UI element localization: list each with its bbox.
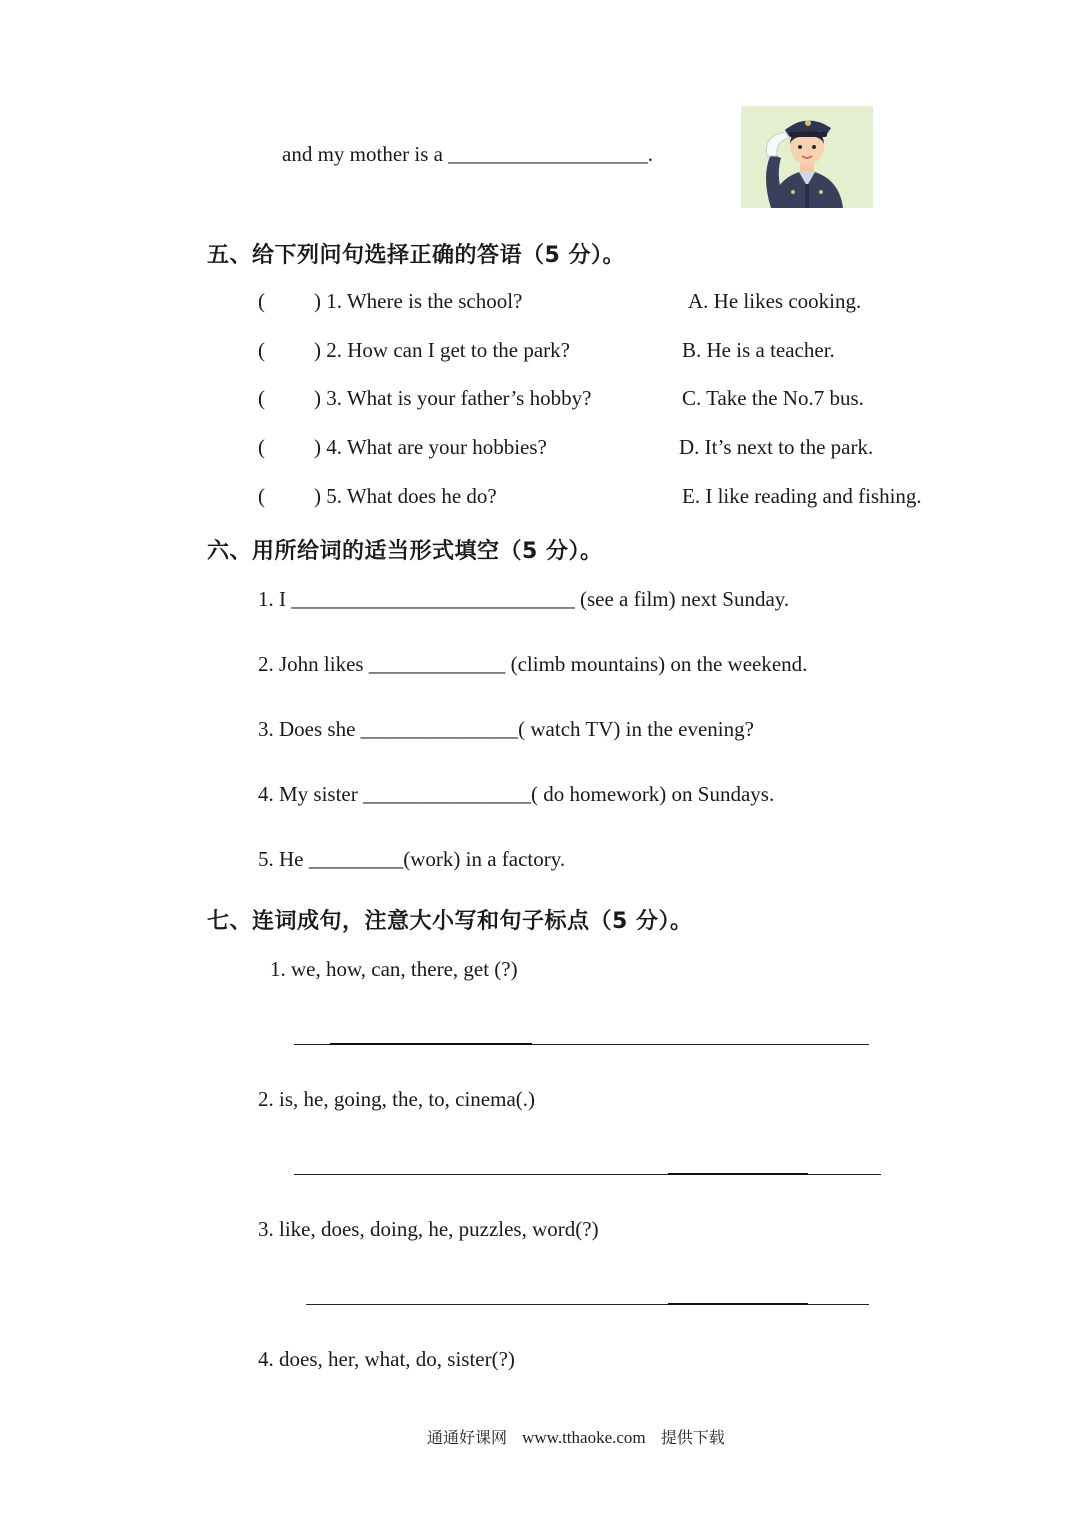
word-order-item-2: 2. is, he, going, the, to, cinema(.) <box>258 1087 536 1111</box>
fill-in-item-5[interactable]: 5. He _________(work) in a factory. <box>258 847 566 871</box>
answer-option-d: D. It’s next to the park. <box>679 435 874 459</box>
question-text: ) 1. Where is the school? <box>314 289 523 313</box>
answer-blank-paren[interactable]: ( <box>258 386 265 410</box>
police-officer-illustration <box>741 106 873 208</box>
answer-option-b: B. He is a teacher. <box>682 338 835 362</box>
question-text: ) 4. What are your hobbies? <box>314 435 547 459</box>
section-6-title: 六、用所给词的适当形式填空（5 分）。 <box>207 539 603 564</box>
fill-in-item-1[interactable]: 1. I ___________________________ (see a film) next Sunday. <box>258 587 790 611</box>
question-row-2 <box>258 338 582 363</box>
question-text: ) 3. What is your father’s hobby? <box>314 386 592 410</box>
answer-line-2-accent <box>668 1173 808 1175</box>
section-7-title: 七、连词成句，注意大小写和句子标点（5 分）。 <box>207 909 693 934</box>
question-text: ) 5. What does he do? <box>314 484 497 508</box>
answer-blank-paren[interactable]: ( <box>258 289 265 313</box>
answer-blank-paren[interactable]: ( <box>258 484 265 508</box>
footer-suffix: 提供下载 <box>660 1428 725 1447</box>
answer-option-a: A. He likes cooking. <box>688 289 862 313</box>
section-5-title: 五、给下列问句选择正确的答语（5 分）。 <box>207 243 625 268</box>
answer-blank-paren[interactable]: ( <box>258 338 265 362</box>
question-row-5 <box>258 484 509 509</box>
footer <box>427 1425 725 1448</box>
sentence-mother-is-a: and my mother is a ___________________. <box>282 142 653 166</box>
question-row-1 <box>258 289 534 314</box>
question-row-4 <box>258 435 559 460</box>
answer-line-3-accent <box>668 1303 808 1305</box>
footer-url-link[interactable]: www.tthaoke.com <box>522 1428 646 1447</box>
answer-line-1-accent <box>330 1043 532 1045</box>
answer-option-c: C. Take the No.7 bus. <box>682 386 864 410</box>
word-order-item-1: 1. we, how, can, there, get (?) <box>270 957 518 981</box>
question-row-3 <box>258 386 603 411</box>
fill-in-item-4[interactable]: 4. My sister ________________( do homework) on Sundays. <box>258 782 775 806</box>
answer-option-e: E. I like reading and fishing. <box>682 484 922 508</box>
fill-in-item-3[interactable]: 3. Does she _______________( watch TV) in the evening? <box>258 717 754 741</box>
word-order-item-4: 4. does, her, what, do, sister(?) <box>258 1347 515 1371</box>
fill-in-item-2[interactable]: 2. John likes _____________ (climb mountains) on the weekend. <box>258 652 808 676</box>
answer-blank-paren[interactable]: ( <box>258 435 265 459</box>
question-text: ) 2. How can I get to the park? <box>314 338 570 362</box>
word-order-item-3: 3. like, does, doing, he, puzzles, word(?) <box>258 1217 599 1241</box>
footer-site-name: 通通好课网 <box>427 1428 508 1447</box>
